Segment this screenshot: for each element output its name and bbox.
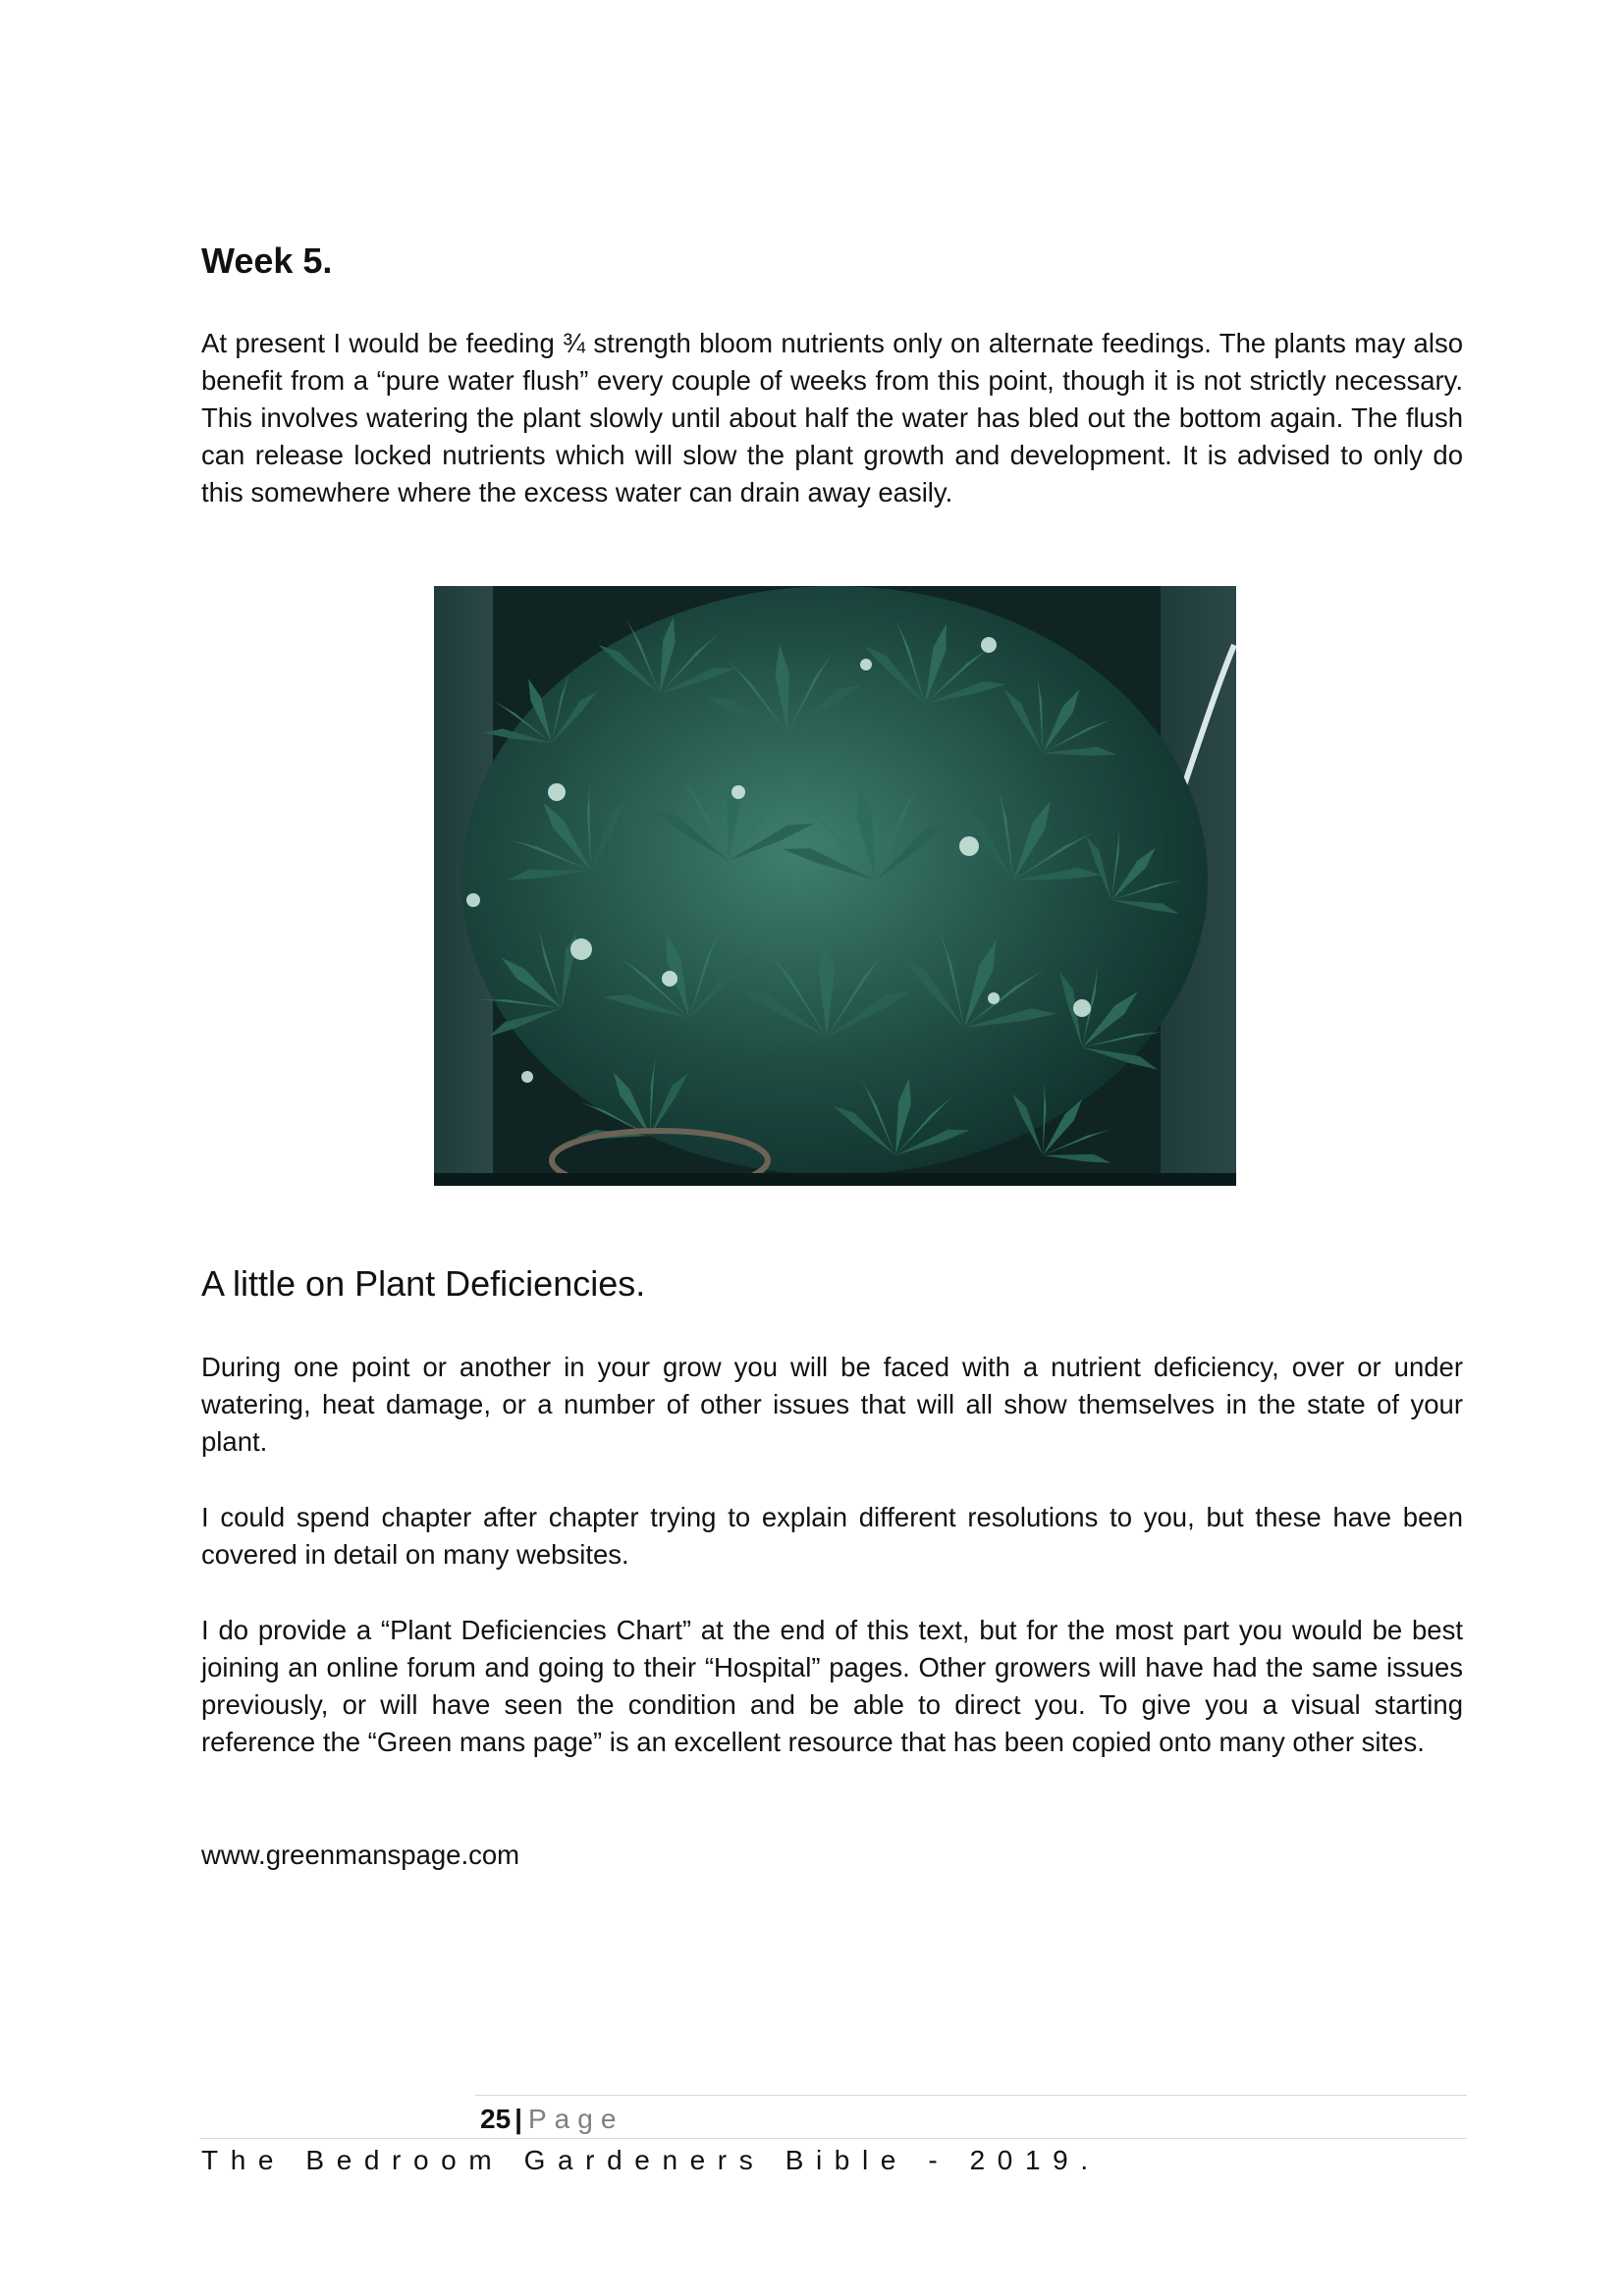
deficiencies-paragraph-3: I do provide a “Plant Deficiencies Chart” at the end of this text, but for the most part you would be best joining an online forum and going to their “Hospital” pages. Other growers will have had the same issues previously, or will have seen the condition and be able to direct you. To give you a visual starting reference the “Green mans page” is an excellent resource that has been copied onto many other sites. [201,1615,1463,1757]
book-title-footer: The Bedroom Gardeners Bible - 2019. [201,2145,1101,2175]
section-heading-plant-deficiencies: A little on Plant Deficiencies. [201,1263,646,1304]
section-heading-week-5: Week 5. [201,240,333,281]
deficiencies-paragraph-2: I could spend chapter after chapter trying to explain different resolutions to you, but these have been covered in detail on many websites. [201,1502,1463,1570]
footer-divider-top [475,2095,1467,2096]
week-5-paragraph: At present I would be feeding ¾ strength bloom nutrients only on alternate feedings. The plants may also benefit from a “pure water flush” every couple of weeks from this point, though it is not strictly necessary. This involves watering the plant slowly until about half the water has bled out the bottom again. The flush can release locked nutrients which will slow the plant growth and development. It is advised to only do this somewhere where the excess water can drain away easily. [201,328,1463,507]
plant-canopy-photo [434,586,1236,1186]
deficiencies-paragraph-1: During one point or another in your grow you will be faced with a nutrient deficiency, over or under watering, heat damage, or a number of other issues that will all show themselves in the state of your plant. [201,1352,1463,1457]
page-label: Page [528,2104,624,2134]
page-number: 25 [480,2104,512,2134]
page-separator: | [514,2104,522,2134]
footer-divider-bottom [199,2138,1467,2139]
website-reference: www.greenmanspage.com [201,1840,520,1870]
page-number-footer [480,2103,623,2136]
